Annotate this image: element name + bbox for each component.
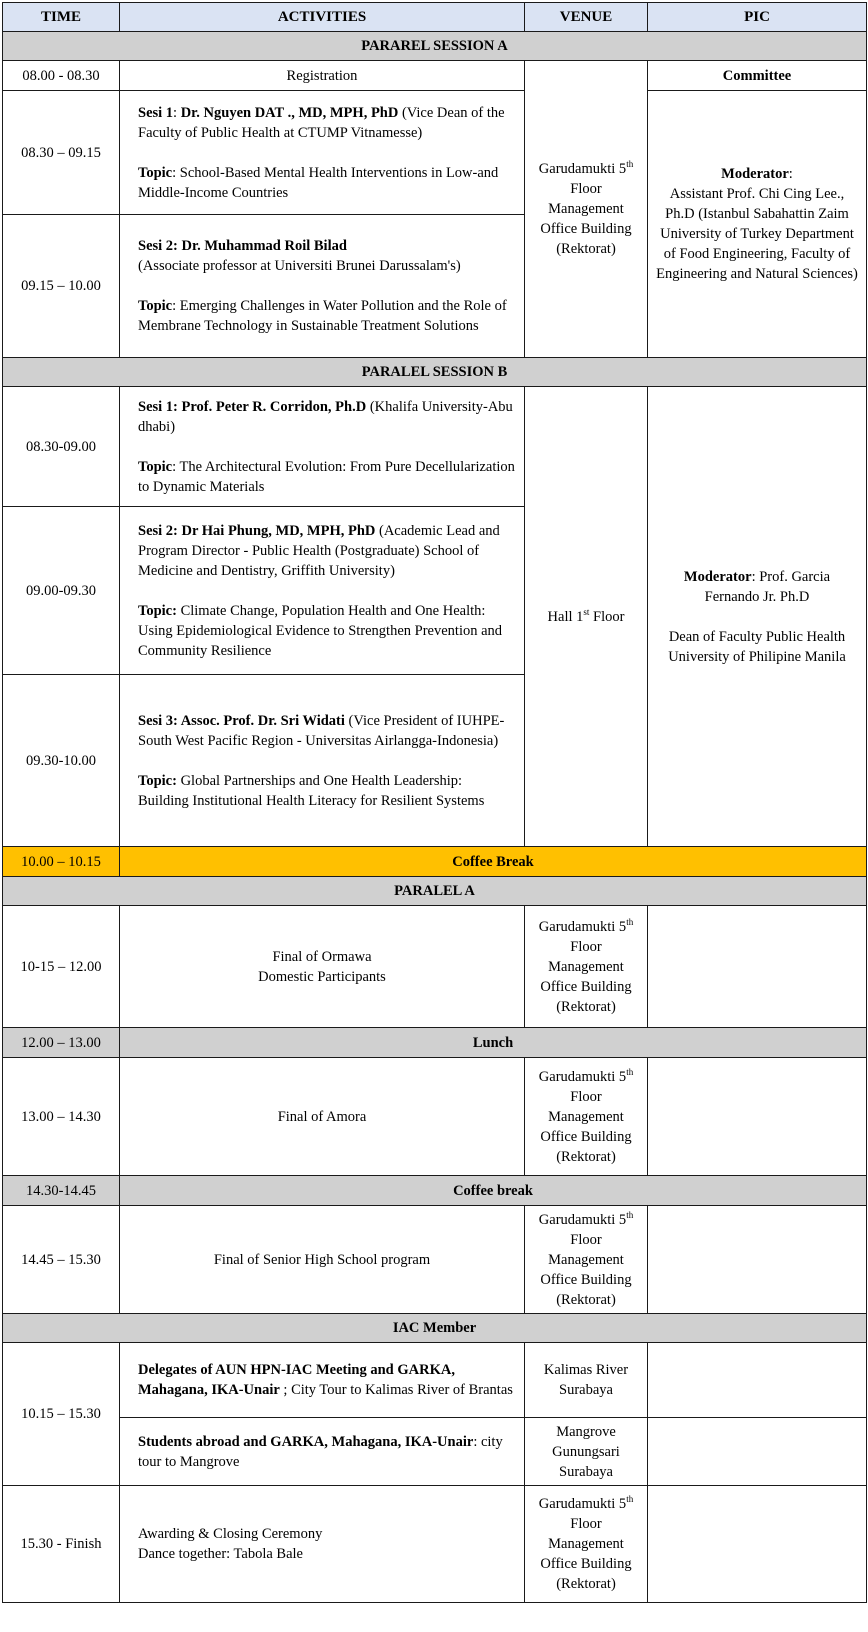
- pic-cell: [648, 1206, 867, 1314]
- session-b-title: PARALEL SESSION B: [3, 358, 867, 387]
- table-row: [3, 1486, 867, 1603]
- time-cell: 10-15 – 12.00: [3, 906, 120, 1028]
- venue-cell: Hall 1st Floor: [525, 387, 648, 847]
- activity-cell: Sesi 1: Dr. Nguyen DAT ., MD, MPH, PhD (Vice Dean of the Faculty of Public Health at CTUMP Vitnamesse) Topic: School-Based Mental Health Interventions in Low-and Middle-Income Countries: [120, 91, 525, 215]
- session-a-title: PARAREL SESSION A: [3, 32, 867, 61]
- header-activities: ACTIVITIES: [120, 3, 525, 32]
- venue-cell: Garudamukti 5th Floor Management Office Building (Rektorat): [525, 1058, 648, 1176]
- time-cell: 13.00 – 14.30: [3, 1058, 120, 1176]
- table-row: [3, 91, 867, 215]
- table-row: [3, 1206, 867, 1314]
- activity-cell: Delegates of AUN HPN-IAC Meeting and GARKA, Mahagana, IKA-Unair ; City Tour to Kalimas River of Brantas: [120, 1343, 525, 1418]
- activity-cell: Sesi 2: Dr. Muhammad Roil Bilad (Associate professor at Universiti Brunei Darussalam's) Topic: Emerging Challenges in Water Pollution and the Role of Membrane Technology in Sustainable Treatment Solutions: [120, 215, 525, 358]
- activity-cell: Final of Senior High School program: [120, 1206, 525, 1314]
- section-row-iac: [3, 1314, 867, 1343]
- activity-cell: Registration: [120, 61, 525, 91]
- table-row: [3, 1418, 867, 1486]
- activity-cell: Sesi 3: Assoc. Prof. Dr. Sri Widati (Vice President of IUHPE-South West Pacific Region - Universitas Airlangga-Indonesia) Topic: Global Partnerships and One Health Leadership: Building Institutional Health Literacy for Resilient Systems: [120, 675, 525, 847]
- pic-cell: [648, 1343, 867, 1418]
- time-cell: 08.00 - 08.30: [3, 61, 120, 91]
- time-cell: 08.30-09.00: [3, 387, 120, 507]
- table-row: [3, 906, 867, 1028]
- activity-cell: Awarding & Closing Ceremony Dance together: Tabola Bale: [120, 1486, 525, 1603]
- venue-cell: Garudamukti 5th Floor Management Office Building (Rektorat): [525, 61, 648, 358]
- section-row-session-b: [3, 358, 867, 387]
- table-row: [3, 61, 867, 91]
- venue-cell: Garudamukti 5th Floor Management Office Building (Rektorat): [525, 1486, 648, 1603]
- time-cell: 14.30-14.45: [3, 1176, 120, 1206]
- activity-cell: Sesi 2: Dr Hai Phung, MD, MPH, PhD (Academic Lead and Program Director - Public Health (Postgraduate) School of Medicine and Dentistry, Griffith University) Topic: Climate Change, Population Health and One Health: Using Epidemiological Evidence to Strengthen Prevention and Community Resilience: [120, 507, 525, 675]
- activity-cell: Sesi 1: Prof. Peter R. Corridon, Ph.D (Khalifa University-Abu dhabi) Topic: The Architectural Evolution: From Pure Decellularization to Dynamic Materials: [120, 387, 525, 507]
- time-cell: 12.00 – 13.00: [3, 1028, 120, 1058]
- lunch-label: Lunch: [120, 1028, 867, 1058]
- lunch-row: [3, 1028, 867, 1058]
- header-time: TIME: [3, 3, 120, 32]
- pic-cell: [648, 1486, 867, 1603]
- schedule-table: [2, 2, 867, 1603]
- coffee-break-row: [3, 847, 867, 877]
- header-row: [3, 3, 867, 32]
- time-cell: 09.00-09.30: [3, 507, 120, 675]
- time-cell: 09.15 – 10.00: [3, 215, 120, 358]
- header-pic: PIC: [648, 3, 867, 32]
- venue-cell: Garudamukti 5th Floor Management Office Building (Rektorat): [525, 906, 648, 1028]
- table-row: [3, 387, 867, 507]
- coffee-break-label: Coffee break: [120, 1176, 867, 1206]
- pic-moderator-b: Moderator: Prof. Garcia Fernando Jr. Ph.D Dean of Faculty Public Health University of Philipine Manila: [648, 387, 867, 847]
- activity-cell: Students abroad and GARKA, Mahagana, IKA-Unair: city tour to Mangrove: [120, 1418, 525, 1486]
- venue-cell: Garudamukti 5th Floor Management Office Building (Rektorat): [525, 1206, 648, 1314]
- table-row: [3, 1343, 867, 1418]
- time-cell: 14.45 – 15.30: [3, 1206, 120, 1314]
- iac-title: IAC Member: [3, 1314, 867, 1343]
- time-cell: 10.15 – 15.30: [3, 1343, 120, 1486]
- pic-cell: [648, 1058, 867, 1176]
- activity-cell: Final of Amora: [120, 1058, 525, 1176]
- time-cell: 08.30 – 09.15: [3, 91, 120, 215]
- activity-cell: Final of Ormawa Domestic Participants: [120, 906, 525, 1028]
- pic-cell: [648, 1418, 867, 1486]
- paralel-a-title: PARALEL A: [3, 877, 867, 906]
- pic-moderator-a: Moderator: Assistant Prof. Chi Cing Lee., Ph.D (Istanbul Sabahattin Zaim University of Turkey Department of Food Engineering, Faculty of Engineering and Natural Sciences): [648, 91, 867, 358]
- venue-cell: Kalimas River Surabaya: [525, 1343, 648, 1418]
- time-cell: 15.30 - Finish: [3, 1486, 120, 1603]
- time-cell: 10.00 – 10.15: [3, 847, 120, 877]
- coffee-break-row: [3, 1176, 867, 1206]
- pic-cell: [648, 906, 867, 1028]
- header-venue: VENUE: [525, 3, 648, 32]
- section-row-paralel-a: [3, 877, 867, 906]
- venue-cell: Mangrove Gunungsari Surabaya: [525, 1418, 648, 1486]
- pic-committee: Committee: [648, 61, 867, 91]
- section-row-session-a: [3, 32, 867, 61]
- coffee-break-label: Coffee Break: [120, 847, 867, 877]
- table-row: [3, 1058, 867, 1176]
- time-cell: 09.30-10.00: [3, 675, 120, 847]
